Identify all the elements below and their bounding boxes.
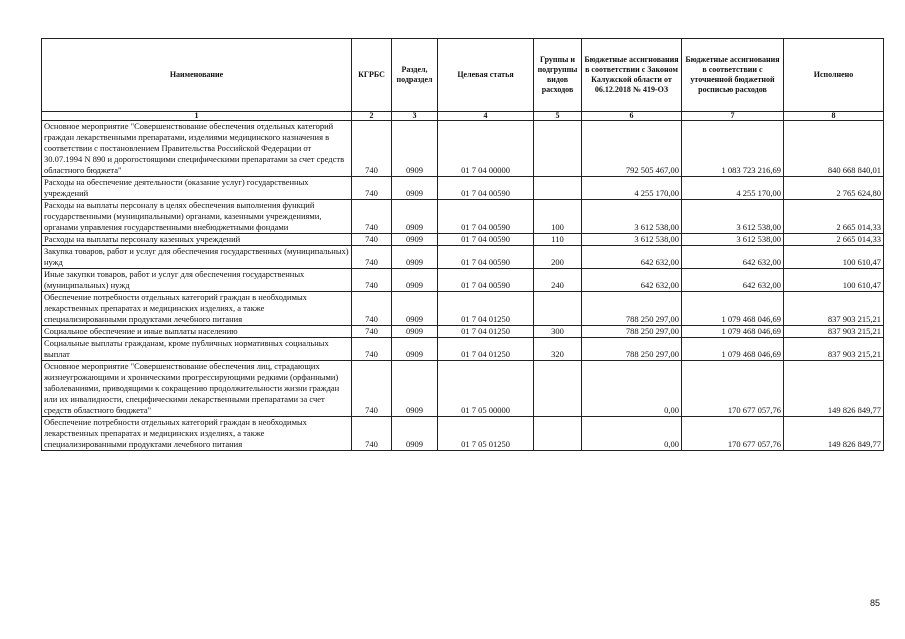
header-rospis: Бюджетные ассигнования в соответствии с уточненной бюджетной росписью расходов [682, 39, 784, 112]
row-name: Социальные выплаты гражданам, кроме публичных нормативных социальных выплат [42, 338, 352, 361]
row-name: Основное мероприятие "Совершенствование обеспечения лиц, страдающих жизнеугрожающими и хроническими прогрессирующими редкими (орфанными) заболеваниями, приводящими к сокращению продолжительности жизни граждан или их инвалидности, специфическими лекарственными препаратами за счет средств областного бюджета" [42, 361, 352, 417]
row-razdel: 0909 [392, 200, 438, 234]
row-celevaya: 01 7 04 00590 [438, 200, 534, 234]
row-ispolneno: 100 610,47 [784, 246, 884, 269]
row-rospis: 1 079 468 046,69 [682, 292, 784, 326]
row-ispolneno: 837 903 215,21 [784, 292, 884, 326]
table-row [42, 292, 884, 326]
row-name: Закупка товаров, работ и услуг для обеспечения государственных (муниципальных) нужд [42, 246, 352, 269]
column-number: 3 [392, 112, 438, 121]
row-law: 788 250 297,00 [582, 338, 682, 361]
row-ispolneno: 837 903 215,21 [784, 338, 884, 361]
header-vid: Группы и подгруппы видов расходов [534, 39, 582, 112]
row-razdel: 0909 [392, 292, 438, 326]
row-vid: 300 [534, 326, 582, 338]
header-kgrbs: КГРБС [352, 39, 392, 112]
column-number: 2 [352, 112, 392, 121]
row-rospis: 642 632,00 [682, 246, 784, 269]
budget-table [41, 38, 884, 451]
column-number: 7 [682, 112, 784, 121]
row-kgrbs: 740 [352, 200, 392, 234]
column-number: 4 [438, 112, 534, 121]
row-ispolneno: 837 903 215,21 [784, 326, 884, 338]
row-kgrbs: 740 [352, 234, 392, 246]
row-vid [534, 292, 582, 326]
row-law: 788 250 297,00 [582, 326, 682, 338]
row-celevaya: 01 7 04 01250 [438, 292, 534, 326]
row-razdel: 0909 [392, 269, 438, 292]
table-row [42, 417, 884, 451]
row-ispolneno: 2 765 624,80 [784, 177, 884, 200]
row-kgrbs: 740 [352, 269, 392, 292]
row-ispolneno: 2 665 014,33 [784, 200, 884, 234]
row-ispolneno: 840 668 840,01 [784, 121, 884, 177]
row-razdel: 0909 [392, 338, 438, 361]
row-name: Основное мероприятие "Совершенствование обеспечения отдельных категорий граждан лекарственными препаратами, изделиями медицинского назначения в соответствии с постановлением Правительства Российской Федерации от 30.07.1994 N 890 и дорогостоящими специфическими препаратами за счет средств областного бюджета" [42, 121, 352, 177]
row-kgrbs: 740 [352, 338, 392, 361]
row-rospis: 1 083 723 216,69 [682, 121, 784, 177]
row-law: 3 612 538,00 [582, 234, 682, 246]
row-kgrbs: 740 [352, 417, 392, 451]
row-rospis: 3 612 538,00 [682, 234, 784, 246]
row-name: Расходы на выплаты персоналу казенных учреждений [42, 234, 352, 246]
header-law: Бюджетные ассигнования в соответствии с Законом Калужской области от 06.12.2018 № 419-ОЗ [582, 39, 682, 112]
row-name: Социальное обеспечение и иные выплаты населению [42, 326, 352, 338]
page-number: 85 [870, 598, 881, 608]
row-rospis: 4 255 170,00 [682, 177, 784, 200]
row-vid [534, 177, 582, 200]
row-name: Расходы на выплаты персоналу в целях обеспечения выполнения функций государственными (муниципальными) органами, казенными учреждениями, органами управления государственными внебюджетными фондами [42, 200, 352, 234]
header-name: Наименование [42, 39, 352, 112]
row-rospis: 170 677 057,76 [682, 417, 784, 451]
row-rospis: 170 677 057,76 [682, 361, 784, 417]
row-celevaya: 01 7 04 00590 [438, 177, 534, 200]
column-number: 1 [42, 112, 352, 121]
row-celevaya: 01 7 04 00590 [438, 269, 534, 292]
row-name: Расходы на обеспечение деятельности (оказание услуг) государственных учреждений [42, 177, 352, 200]
row-law: 4 255 170,00 [582, 177, 682, 200]
row-name: Обеспечение потребности отдельных категорий граждан в необходимых лекарственных препаратах и медицинских изделиях, а также специализированными продуктами лечебного питания [42, 417, 352, 451]
header-ispolneno: Исполнено [784, 39, 884, 112]
table-row [42, 326, 884, 338]
row-celevaya: 01 7 04 00590 [438, 246, 534, 269]
row-ispolneno: 149 826 849,77 [784, 361, 884, 417]
table-row [42, 361, 884, 417]
table-row [42, 200, 884, 234]
row-rospis: 3 612 538,00 [682, 200, 784, 234]
table-row [42, 121, 884, 177]
row-vid [534, 417, 582, 451]
row-kgrbs: 740 [352, 292, 392, 326]
row-celevaya: 01 7 04 01250 [438, 338, 534, 361]
row-razdel: 0909 [392, 177, 438, 200]
row-celevaya: 01 7 04 00000 [438, 121, 534, 177]
header-razdel: Раздел, подраздел [392, 39, 438, 112]
row-name: Иные закупки товаров, работ и услуг для обеспечения государственных (муниципальных) нужд [42, 269, 352, 292]
row-kgrbs: 740 [352, 326, 392, 338]
row-celevaya: 01 7 04 00590 [438, 234, 534, 246]
row-law: 642 632,00 [582, 269, 682, 292]
row-law: 0,00 [582, 417, 682, 451]
column-number: 6 [582, 112, 682, 121]
column-number-row [42, 112, 884, 121]
row-razdel: 0909 [392, 234, 438, 246]
table-row [42, 246, 884, 269]
table-row [42, 234, 884, 246]
row-law: 788 250 297,00 [582, 292, 682, 326]
row-name: Обеспечение потребности отдельных категорий граждан в необходимых лекарственных препаратах и медицинских изделиях, а также специализированными продуктами лечебного питания [42, 292, 352, 326]
row-vid [534, 121, 582, 177]
table-row [42, 269, 884, 292]
row-kgrbs: 740 [352, 121, 392, 177]
row-vid: 320 [534, 338, 582, 361]
row-kgrbs: 740 [352, 177, 392, 200]
row-vid: 100 [534, 200, 582, 234]
table-row [42, 177, 884, 200]
row-rospis: 1 079 468 046,69 [682, 338, 784, 361]
row-celevaya: 01 7 05 01250 [438, 417, 534, 451]
row-law: 792 505 467,00 [582, 121, 682, 177]
row-kgrbs: 740 [352, 246, 392, 269]
column-number: 5 [534, 112, 582, 121]
table-row [42, 338, 884, 361]
row-rospis: 1 079 468 046,69 [682, 326, 784, 338]
row-vid [534, 361, 582, 417]
row-vid: 110 [534, 234, 582, 246]
row-celevaya: 01 7 04 01250 [438, 326, 534, 338]
row-law: 642 632,00 [582, 246, 682, 269]
row-razdel: 0909 [392, 246, 438, 269]
row-razdel: 0909 [392, 417, 438, 451]
row-ispolneno: 149 826 849,77 [784, 417, 884, 451]
row-law: 0,00 [582, 361, 682, 417]
row-ispolneno: 100 610,47 [784, 269, 884, 292]
column-number: 8 [784, 112, 884, 121]
header-celevaya: Целевая статья [438, 39, 534, 112]
row-ispolneno: 2 665 014,33 [784, 234, 884, 246]
row-rospis: 642 632,00 [682, 269, 784, 292]
row-razdel: 0909 [392, 326, 438, 338]
row-celevaya: 01 7 05 00000 [438, 361, 534, 417]
header-row [42, 39, 884, 112]
row-razdel: 0909 [392, 361, 438, 417]
row-razdel: 0909 [392, 121, 438, 177]
row-vid: 240 [534, 269, 582, 292]
row-kgrbs: 740 [352, 361, 392, 417]
row-vid: 200 [534, 246, 582, 269]
row-law: 3 612 538,00 [582, 200, 682, 234]
